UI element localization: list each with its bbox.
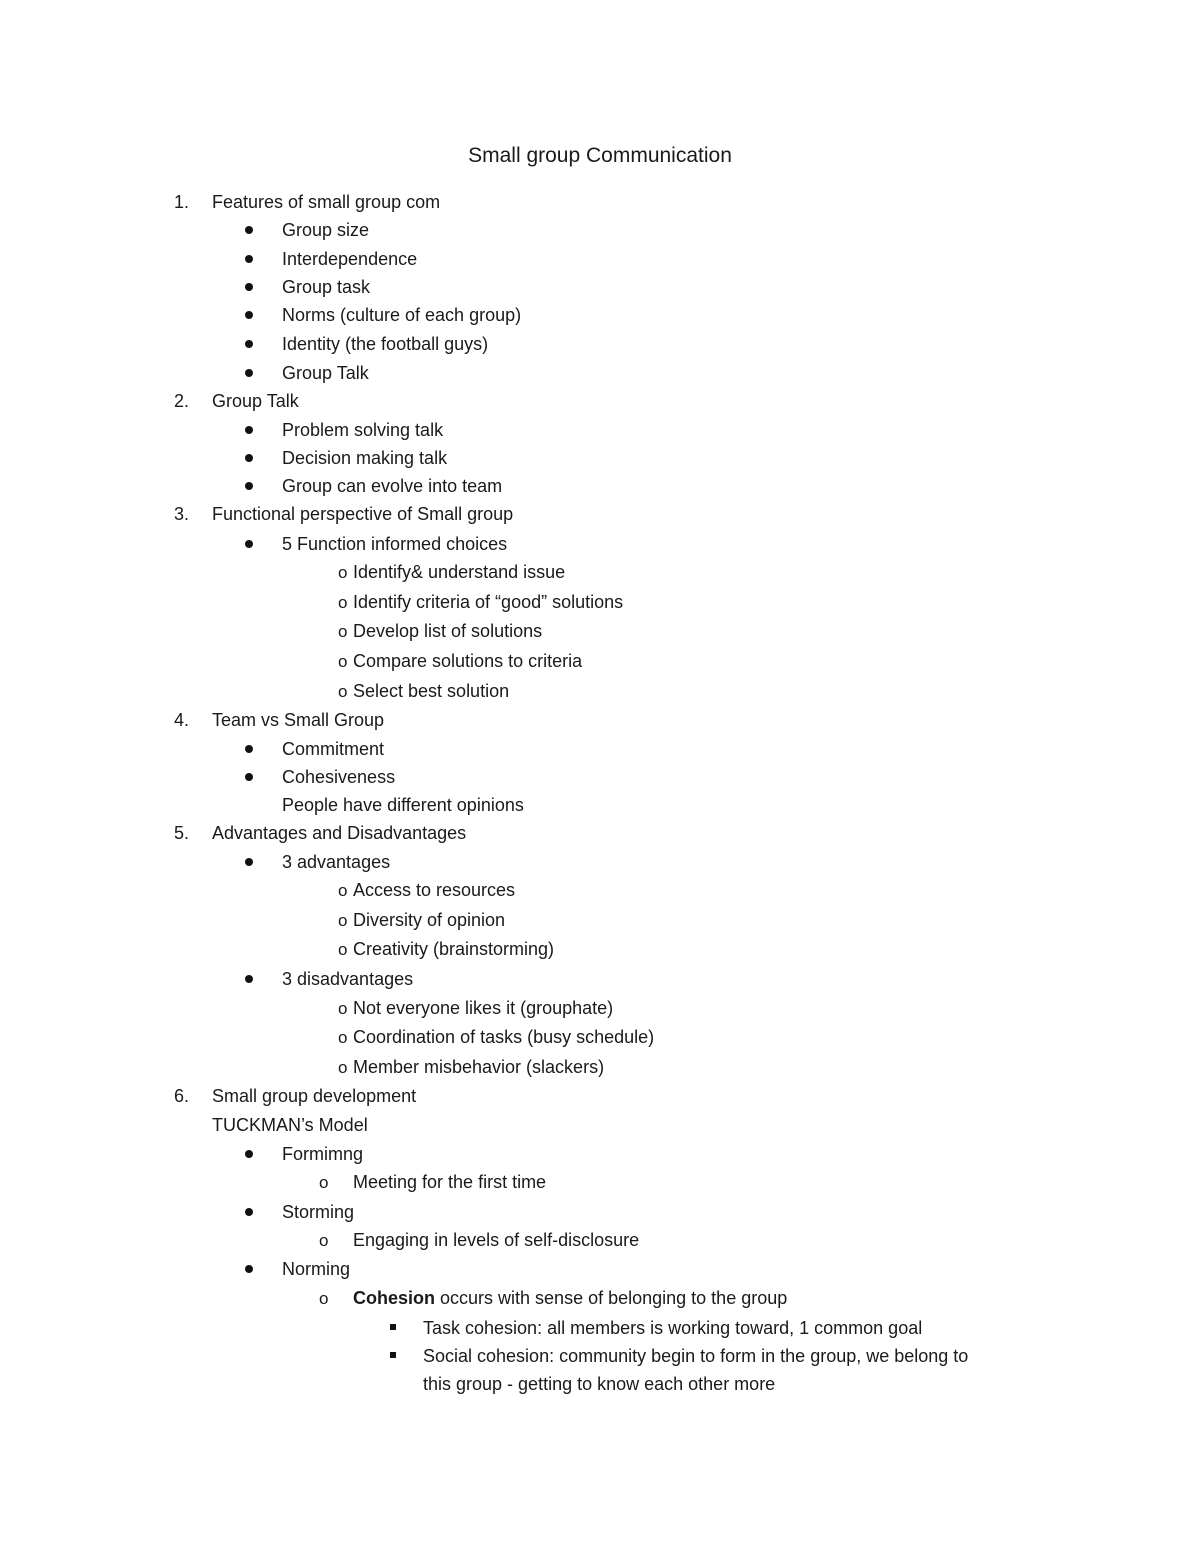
sub-list-item-text: occurs with sense of belonging to the group — [435, 1288, 788, 1308]
circle-bullet-icon: o — [319, 1173, 329, 1192]
bullet-icon — [245, 426, 253, 434]
list-item: Norming — [282, 1259, 351, 1279]
circle-bullet-icon: o — [338, 911, 348, 930]
section-heading: Group Talk — [212, 391, 299, 411]
sub-list-item: Not everyone likes it (grouphate) — [353, 998, 614, 1018]
circle-bullet-icon: o — [338, 881, 348, 900]
model-name: TUCKMAN’s Model — [212, 1115, 368, 1135]
sub-list-item: Select best solution — [353, 681, 510, 701]
sub-sub-list-item-continued: this group - getting to know each other more — [423, 1374, 776, 1394]
section-number: 1. — [174, 192, 190, 212]
list-item: Group size — [282, 220, 370, 240]
sub-list-item: Creativity (brainstorming) — [353, 939, 555, 959]
bullet-icon — [245, 745, 253, 753]
circle-bullet-icon: o — [338, 622, 348, 641]
circle-bullet-icon: o — [338, 999, 348, 1018]
sub-list-item — [353, 1286, 787, 1310]
bullet-icon — [245, 1208, 253, 1216]
bullet-icon — [245, 311, 253, 319]
sub-list-item: Develop list of solutions — [353, 621, 543, 641]
section-number: 6. — [174, 1086, 190, 1106]
section-heading: Features of small group com — [212, 192, 441, 212]
bullet-icon — [245, 1150, 253, 1158]
bullet-icon — [245, 283, 253, 291]
list-item: Group can evolve into team — [282, 476, 503, 496]
section-number: 4. — [174, 710, 190, 730]
circle-bullet-icon: o — [338, 593, 348, 612]
sub-list-item: Identify& understand issue — [353, 562, 566, 582]
circle-bullet-icon: o — [338, 682, 348, 701]
list-item: Problem solving talk — [282, 420, 444, 440]
bullet-icon — [245, 369, 253, 377]
bold-term: Cohesion — [353, 1288, 436, 1308]
section-heading: Small group development — [212, 1086, 417, 1106]
list-item: Identity (the football guys) — [282, 334, 489, 354]
section-number: 5. — [174, 823, 190, 843]
section-heading: Team vs Small Group — [212, 710, 385, 730]
bullet-icon — [245, 255, 253, 263]
section-heading: Functional perspective of Small group — [212, 504, 514, 524]
sub-list-item: Access to resources — [353, 880, 516, 900]
square-bullet-icon — [390, 1324, 396, 1330]
section-heading: Advantages and Disadvantages — [212, 823, 467, 843]
sub-list-item: Coordination of tasks (busy schedule) — [353, 1027, 655, 1047]
list-item: Formimng — [282, 1144, 364, 1164]
list-item: 5 Function informed choices — [282, 534, 508, 554]
bullet-icon — [245, 226, 253, 234]
list-item: 3 disadvantages — [282, 969, 414, 989]
square-bullet-icon — [390, 1352, 396, 1358]
sub-sub-list-item: Social cohesion: community begin to form in the group, we belong to — [423, 1346, 969, 1366]
page-title: Small group Communication — [468, 144, 732, 167]
sub-list-item: Meeting for the first time — [353, 1172, 547, 1192]
circle-bullet-icon: o — [319, 1231, 329, 1250]
list-item: Commitment — [282, 739, 385, 759]
sub-list-item: Member misbehavior (slackers) — [353, 1057, 605, 1077]
sub-sub-list-item: Task cohesion: all members is working toward, 1 common goal — [423, 1318, 923, 1338]
bullet-icon — [245, 482, 253, 490]
list-item: Norms (culture of each group) — [282, 305, 522, 325]
bullet-icon — [245, 340, 253, 348]
list-item: Interdependence — [282, 249, 418, 269]
bullet-icon — [245, 975, 253, 983]
sub-list-item: Engaging in levels of self-disclosure — [353, 1230, 640, 1250]
list-note: People have different opinions — [282, 795, 524, 815]
list-item: Decision making talk — [282, 448, 448, 468]
bullet-icon — [245, 773, 253, 781]
list-item: Storming — [282, 1202, 355, 1222]
section-number: 3. — [174, 504, 190, 524]
list-item: Cohesiveness — [282, 767, 396, 787]
circle-bullet-icon: o — [319, 1289, 329, 1308]
sub-list-item: Compare solutions to criteria — [353, 651, 583, 671]
circle-bullet-icon: o — [338, 563, 348, 582]
circle-bullet-icon: o — [338, 940, 348, 959]
list-item: Group task — [282, 277, 371, 297]
sub-list-item: Diversity of opinion — [353, 910, 506, 930]
circle-bullet-icon: o — [338, 652, 348, 671]
bullet-icon — [245, 454, 253, 462]
sub-list-item: Identify criteria of “good” solutions — [353, 592, 624, 612]
circle-bullet-icon: o — [338, 1058, 348, 1077]
bullet-icon — [245, 858, 253, 866]
list-item: 3 advantages — [282, 852, 391, 872]
bullet-icon — [245, 1265, 253, 1273]
bullet-icon — [245, 540, 253, 548]
list-item: Group Talk — [282, 363, 369, 383]
circle-bullet-icon: o — [338, 1028, 348, 1047]
section-number: 2. — [174, 391, 190, 411]
